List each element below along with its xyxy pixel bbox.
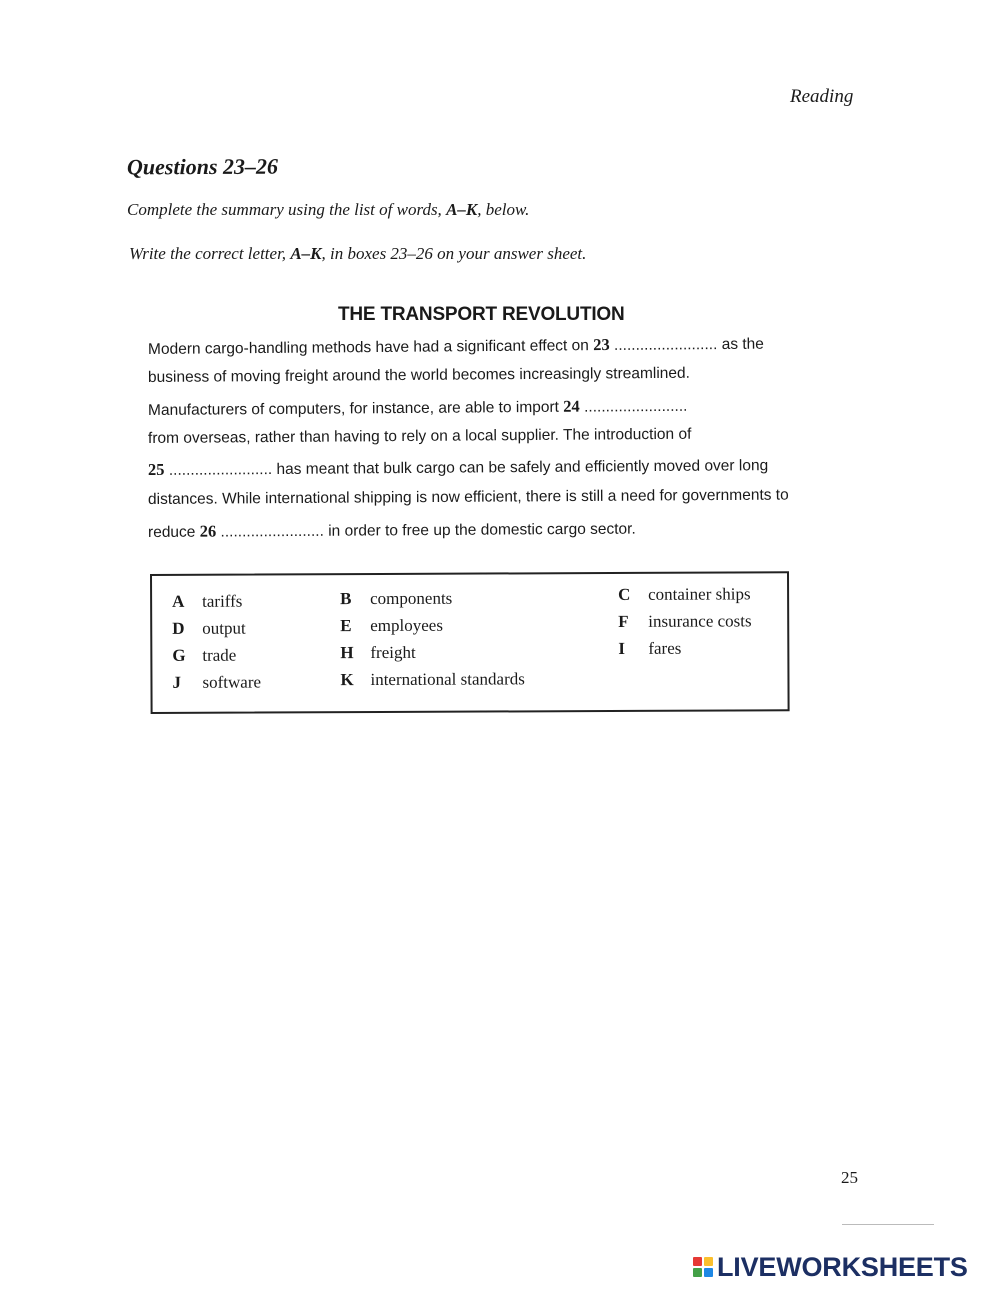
instruction-write-letter — [129, 244, 586, 264]
option-word: components — [370, 588, 453, 609]
brand-name: LIVEWORKSHEETS — [717, 1252, 968, 1282]
option-letter: I — [618, 638, 625, 658]
page-number: 25 — [841, 1168, 858, 1187]
running-head: Reading — [790, 86, 854, 107]
option-word: international standards — [370, 669, 525, 690]
summary-line — [148, 455, 768, 480]
option-word: employees — [370, 615, 443, 636]
summary-text: Modern cargo-handling methods have had a significant effect on — [147, 337, 594, 358]
option-word: freight — [370, 642, 416, 663]
instruction-text: Complete the summary using the list of words, — [127, 200, 447, 219]
option-word: container ships — [648, 584, 751, 604]
summary-title: THE TRANSPORT REVOLUTION — [338, 304, 625, 325]
summary-text: in order to free up the domestic cargo sector. — [323, 520, 636, 540]
instruction-text: , in boxes 23–26 on your answer sheet. — [321, 244, 587, 263]
question-number: 24 — [563, 396, 580, 416]
question-number: 26 — [199, 521, 217, 541]
word-option — [340, 643, 415, 663]
questions-heading: Questions 23–26 — [126, 153, 279, 180]
summary-line — [148, 519, 636, 542]
logo-square — [704, 1257, 713, 1266]
liveworksheets-logo-icon — [693, 1257, 713, 1277]
answer-blank-24[interactable]: ........................ — [583, 397, 688, 416]
summary-text: as the — [717, 335, 764, 354]
footer-rule — [842, 1224, 934, 1225]
word-option — [618, 611, 751, 632]
answer-blank-25[interactable]: ........................ — [168, 461, 273, 479]
answer-blank-23[interactable]: ........................ — [613, 336, 718, 354]
word-option — [172, 673, 261, 693]
word-option — [618, 584, 751, 605]
instruction-complete-summary — [127, 200, 529, 220]
summary-text: has meant that bulk cargo can be safely and efficiently moved over long — [272, 457, 769, 479]
logo-square — [704, 1268, 713, 1277]
word-option — [340, 589, 452, 609]
option-word: software — [202, 672, 262, 692]
option-letter: K — [340, 670, 354, 690]
liveworksheets-brand — [693, 1252, 968, 1282]
option-letter: H — [340, 643, 354, 663]
option-word: insurance costs — [648, 611, 752, 631]
option-letter: D — [172, 618, 185, 638]
question-number: 23 — [593, 334, 610, 355]
word-option — [618, 639, 681, 659]
instruction-letter-range: A–K — [446, 200, 478, 219]
option-letter: J — [172, 672, 182, 692]
option-letter: C — [618, 584, 631, 604]
option-word: tariffs — [202, 591, 243, 611]
logo-square — [693, 1257, 702, 1266]
word-list-box — [150, 571, 790, 714]
option-letter: B — [340, 589, 352, 609]
option-letter: E — [340, 616, 352, 636]
instruction-text: Write the correct letter, — [129, 244, 291, 263]
option-word: fares — [648, 638, 682, 658]
instruction-letter-range: A–K — [290, 244, 322, 263]
summary-line — [148, 396, 688, 420]
word-option — [172, 646, 236, 666]
summary-text: reduce — [147, 523, 200, 541]
word-option — [172, 619, 246, 639]
instruction-text: , below. — [477, 200, 530, 219]
answer-blank-26[interactable]: ........................ — [220, 522, 324, 541]
summary-line: from overseas, rather than having to rely on a local supplier. The introduction of — [147, 425, 692, 447]
summary-line: business of moving freight around the world becomes increasingly streamlined. — [147, 364, 690, 386]
option-letter: A — [172, 591, 185, 611]
summary-text: Manufacturers of computers, for instance, are able to import — [147, 398, 564, 419]
word-option — [340, 669, 524, 690]
option-word: output — [202, 618, 246, 638]
logo-square — [693, 1268, 702, 1277]
question-number: 25 — [147, 459, 165, 479]
option-letter: F — [618, 611, 629, 631]
word-option — [172, 592, 242, 612]
summary-line — [148, 334, 764, 359]
option-letter: G — [172, 645, 186, 665]
summary-line: distances. While international shipping is now efficient, there is still a need for governments to — [147, 486, 789, 508]
word-option — [340, 616, 443, 636]
option-word: trade — [202, 645, 237, 665]
